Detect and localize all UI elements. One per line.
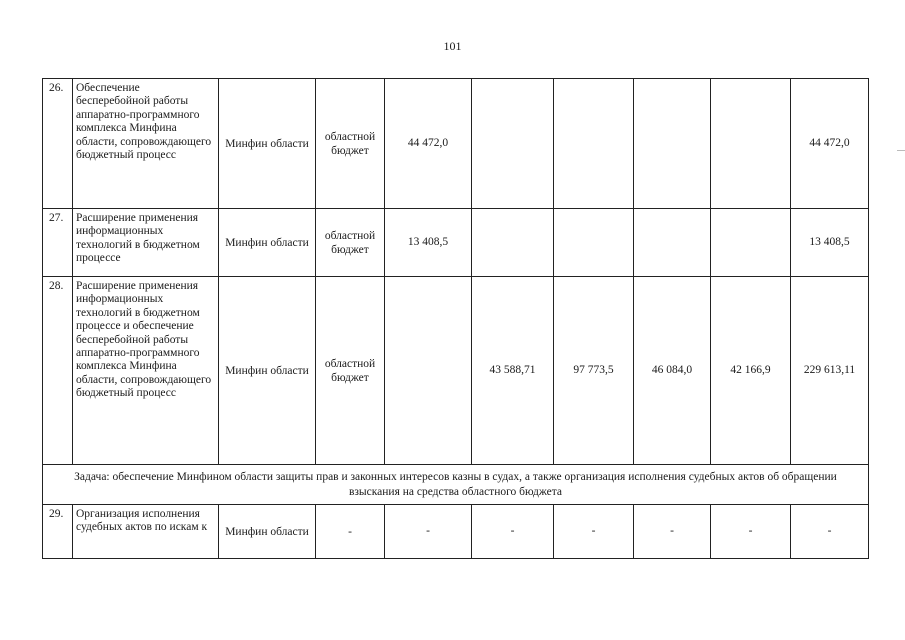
amount-col-2: 43 588,71 (472, 277, 554, 465)
amount-col-3 (554, 209, 634, 277)
amount-col-4: 46 084,0 (634, 277, 711, 465)
amount-col-4 (634, 209, 711, 277)
margin-mark (897, 150, 905, 151)
task-row (43, 465, 869, 505)
responsible-executor: Минфин области (219, 505, 316, 559)
measure-name: Организация исполнения судебных актов по искам к (73, 505, 219, 559)
amount-total: 13 408,5 (791, 209, 869, 277)
row-number: 29. (43, 505, 73, 559)
funding-source: - (316, 505, 385, 559)
amount-col-3: 97 773,5 (554, 277, 634, 465)
task-description: Задача: обеспечение Минфином области защиты прав и законных интересов казны в судах, а также организация исполнения судебных актов об обращении взыскания на средства областного бюджета (43, 465, 869, 505)
amount-total: 44 472,0 (791, 79, 869, 209)
amount-col-2 (472, 209, 554, 277)
amount-total: 229 613,11 (791, 277, 869, 465)
table-row (43, 209, 869, 277)
amount-col-5 (711, 79, 791, 209)
amount-col-1: 13 408,5 (385, 209, 472, 277)
budget-table (42, 78, 869, 559)
responsible-executor: Минфин области (219, 277, 316, 465)
amount-col-3 (554, 79, 634, 209)
amount-col-1: 44 472,0 (385, 79, 472, 209)
page-number: 101 (443, 39, 462, 53)
funding-source: областной бюджет (316, 79, 385, 209)
table-row (43, 505, 869, 559)
amount-col-3: - (554, 505, 634, 559)
amount-col-1 (385, 277, 472, 465)
amount-total: - (791, 505, 869, 559)
table-row (43, 79, 869, 209)
funding-source: областной бюджет (316, 209, 385, 277)
amount-col-1: - (385, 505, 472, 559)
row-number: 26. (43, 79, 73, 209)
measure-name: Обеспечение бесперебойной работы аппаратно-программного комплекса Минфина области, сопровождающего бюджетный процесс (73, 79, 219, 209)
row-number: 28. (43, 277, 73, 465)
amount-col-4 (634, 79, 711, 209)
amount-col-4: - (634, 505, 711, 559)
funding-source: областной бюджет (316, 277, 385, 465)
responsible-executor: Минфин области (219, 79, 316, 209)
amount-col-5: 42 166,9 (711, 277, 791, 465)
amount-col-5: - (711, 505, 791, 559)
row-number: 27. (43, 209, 73, 277)
measure-name: Расширение применения информационных технологий в бюджетном процессе (73, 209, 219, 277)
table-row (43, 277, 869, 465)
amount-col-2 (472, 79, 554, 209)
measure-name: Расширение применения информационных технологий в бюджетном процессе и обеспечение бесперебойной работы аппаратно-программного комплекса Минфина области, сопровождающего бюджетный процесс (73, 277, 219, 465)
amount-col-5 (711, 209, 791, 277)
amount-col-2: - (472, 505, 554, 559)
responsible-executor: Минфин области (219, 209, 316, 277)
